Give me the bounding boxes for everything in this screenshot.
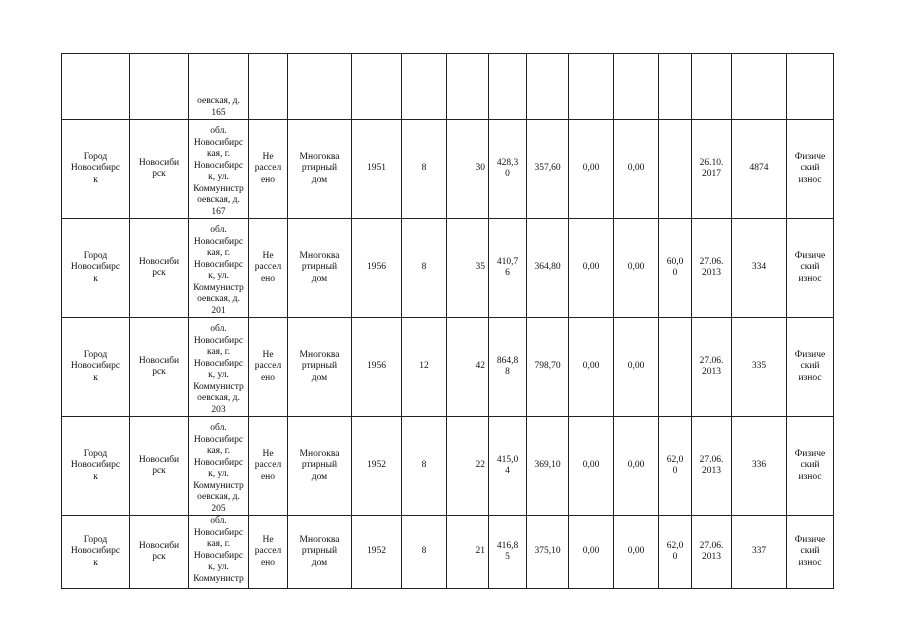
cell-building-type [288, 120, 352, 219]
cell-floors-text: 8 [421, 262, 427, 273]
cell-empty [527, 54, 569, 120]
cell-status-text: Не рассел ено [254, 534, 282, 568]
cell-date [692, 417, 732, 516]
cell-empty [569, 54, 614, 120]
cell-doc-number [732, 120, 787, 219]
cell-apartments [447, 219, 489, 318]
cell-value-2 [614, 516, 659, 589]
cell-area-total-text: 428,3 0 [496, 157, 519, 179]
cell-address [189, 417, 249, 516]
cell-apartments [447, 318, 489, 417]
cell-empty [288, 54, 352, 120]
cell-date [692, 516, 732, 589]
cell-date-text: 27.06. 2013 [699, 540, 724, 562]
cell-status-text: Не рассел ено [254, 349, 282, 383]
cell-reason-text: Физиче ский износ [794, 151, 826, 185]
cell-address-fragment [189, 54, 249, 120]
cell-value-3-text: 60,0 0 [666, 256, 684, 278]
table-row [62, 219, 834, 318]
cell-area-living [527, 516, 569, 589]
cell-status [249, 219, 288, 318]
cell-area-total-text: 415,0 4 [496, 454, 519, 476]
cell-city-text: Новосиби рск [138, 256, 180, 278]
cell-city-type-text: Город Новосибирс к [70, 448, 121, 482]
cell-year [352, 219, 402, 318]
table-body [62, 54, 834, 589]
cell-address-text: обл. Новосибирс кая, г. Новосибирс к, ул. Коммунистр [193, 516, 244, 584]
cell-reason [787, 417, 834, 516]
cell-value-1 [569, 120, 614, 219]
cell-year [352, 516, 402, 589]
cell-value-2 [614, 318, 659, 417]
cell-area-living-text: 375,10 [534, 546, 561, 557]
cell-doc-number [732, 516, 787, 589]
cell-city-text: Новосиби рск [138, 355, 180, 377]
cell-date-text: 26.10. 2017 [699, 157, 724, 179]
cell-empty [352, 54, 402, 120]
cell-area-living [527, 120, 569, 219]
cell-city-text: Новосиби рск [138, 157, 180, 179]
cell-status-text: Не рассел ено [254, 250, 282, 284]
cell-value-3 [659, 318, 692, 417]
cell-building-type [288, 516, 352, 589]
cell-date-text: 27.06. 2013 [699, 256, 724, 278]
cell-empty [787, 54, 834, 120]
cell-building-type-text: Многоква ртирный дом [299, 534, 340, 568]
address-fragment-text: оевская, д. 165 [197, 96, 240, 118]
cell-status [249, 120, 288, 219]
cell-area-living-text: 798,70 [534, 361, 561, 372]
cell-value-3 [659, 219, 692, 318]
cell-doc-number [732, 318, 787, 417]
cell-area-living [527, 219, 569, 318]
cell-floors [402, 318, 447, 417]
cell-city-type [62, 417, 130, 516]
table-row [62, 516, 834, 589]
cell-year-text: 1952 [367, 460, 386, 471]
housing-table [61, 53, 834, 589]
cell-area-living-text: 357,60 [534, 163, 561, 174]
cell-reason [787, 318, 834, 417]
cell-reason-text: Физиче ский износ [794, 250, 826, 284]
cell-doc-number-text: 335 [751, 361, 767, 372]
cell-apartments-text: 42 [475, 361, 485, 372]
cell-empty [692, 54, 732, 120]
cell-doc-number [732, 219, 787, 318]
cell-building-type [288, 219, 352, 318]
cell-date [692, 219, 732, 318]
cell-apartments-text: 30 [475, 163, 485, 174]
cell-city [130, 120, 189, 219]
cell-value-1-text: 0,00 [582, 546, 600, 557]
cell-floors [402, 516, 447, 589]
cell-area-living [527, 318, 569, 417]
cell-year [352, 417, 402, 516]
cell-area-living [527, 417, 569, 516]
cell-floors [402, 120, 447, 219]
cell-city-type [62, 318, 130, 417]
cell-value-1-text: 0,00 [582, 262, 600, 273]
cell-address [189, 219, 249, 318]
cell-area-total [489, 318, 527, 417]
cell-city-type [62, 120, 130, 219]
cell-building-type-text: Многоква ртирный дом [299, 448, 340, 482]
cell-value-1 [569, 318, 614, 417]
cell-date [692, 120, 732, 219]
cell-area-total-text: 410,7 6 [496, 256, 519, 278]
cell-floors [402, 417, 447, 516]
cell-apartments [447, 120, 489, 219]
cell-value-2 [614, 219, 659, 318]
cell-area-total [489, 516, 527, 589]
cell-city [130, 516, 189, 589]
cell-value-1 [569, 516, 614, 589]
cell-city-text: Новосиби рск [138, 540, 180, 562]
cell-area-living-text: 369,10 [534, 460, 561, 471]
table-row [62, 318, 834, 417]
cell-doc-number-text: 334 [751, 262, 767, 273]
cell-floors [402, 219, 447, 318]
cell-building-type-text: Многоква ртирный дом [299, 250, 340, 284]
cell-year-text: 1951 [367, 163, 386, 174]
cell-status-text: Не рассел ено [254, 151, 282, 185]
table-row [62, 417, 834, 516]
cell-address-text: обл. Новосибирс кая, г. Новосибирс к, ул. Коммунистр оевская, д. 205 [193, 423, 244, 514]
cell-reason-text: Физиче ский износ [794, 534, 826, 568]
cell-doc-number [732, 417, 787, 516]
cell-address-text: обл. Новосибирс кая, г. Новосибирс к, ул. Коммунистр оевская, д. 167 [193, 126, 244, 217]
cell-apartments [447, 516, 489, 589]
cell-area-total-text: 864,8 8 [496, 355, 519, 377]
cell-area-living-text: 364,80 [534, 262, 561, 273]
cell-address-text: обл. Новосибирс кая, г. Новосибирс к, ул. Коммунистр оевская, д. 203 [193, 324, 244, 415]
cell-city [130, 318, 189, 417]
cell-doc-number-text: 4874 [749, 163, 769, 174]
cell-status [249, 417, 288, 516]
cell-empty [249, 54, 288, 120]
cell-doc-number-text: 337 [751, 546, 767, 557]
cell-value-1-text: 0,00 [582, 361, 600, 372]
cell-status [249, 516, 288, 589]
cell-value-1-text: 0,00 [582, 163, 600, 174]
cell-apartments-text: 22 [475, 460, 485, 471]
cell-area-total-text: 416,8 5 [496, 540, 519, 562]
cell-year [352, 318, 402, 417]
cell-empty [489, 54, 527, 120]
cell-value-2-text: 0,00 [627, 546, 645, 557]
cell-city-type-text: Город Новосибирс к [70, 151, 121, 185]
document-page [61, 53, 834, 589]
cell-value-2-text: 0,00 [627, 262, 645, 273]
cell-address [189, 516, 249, 589]
cell-city-type-text: Город Новосибирс к [70, 349, 121, 383]
cell-value-2-text: 0,00 [627, 361, 645, 372]
table-row [62, 120, 834, 219]
cell-value-3 [659, 120, 692, 219]
cell-value-1-text: 0,00 [582, 460, 600, 471]
cell-city [130, 417, 189, 516]
cell-value-3 [659, 516, 692, 589]
cell-reason [787, 120, 834, 219]
cell-value-2-text: 0,00 [627, 163, 645, 174]
cell-building-type [288, 417, 352, 516]
cell-status [249, 318, 288, 417]
cell-apartments-text: 35 [475, 262, 485, 273]
cell-value-1 [569, 417, 614, 516]
cell-area-total [489, 219, 527, 318]
cell-reason-text: Физиче ский износ [794, 448, 826, 482]
cell-city-type-text: Город Новосибирс к [70, 534, 121, 568]
cell-building-type [288, 318, 352, 417]
cell-value-2 [614, 120, 659, 219]
cell-year-text: 1956 [367, 361, 386, 372]
cell-empty [614, 54, 659, 120]
cell-address [189, 318, 249, 417]
cell-year-text: 1956 [367, 262, 386, 273]
cell-year [352, 120, 402, 219]
cell-apartments [447, 417, 489, 516]
cell-address [189, 120, 249, 219]
cell-empty [62, 54, 130, 120]
cell-empty [659, 54, 692, 120]
cell-city-type [62, 516, 130, 589]
cell-value-3 [659, 417, 692, 516]
cell-reason-text: Физиче ский износ [794, 349, 826, 383]
cell-building-type-text: Многоква ртирный дом [299, 151, 340, 185]
cell-reason [787, 516, 834, 589]
cell-value-1 [569, 219, 614, 318]
cell-value-2 [614, 417, 659, 516]
cell-empty [447, 54, 489, 120]
cell-value-3-text: 62,0 0 [666, 454, 684, 476]
cell-city [130, 219, 189, 318]
cell-apartments-text: 21 [475, 546, 485, 557]
cell-date-text: 27.06. 2013 [699, 355, 724, 377]
cell-city-type-text: Город Новосибирс к [70, 250, 121, 284]
cell-doc-number-text: 336 [751, 460, 767, 471]
cell-floors-text: 8 [421, 163, 427, 174]
cell-floors-text: 8 [421, 460, 427, 471]
cell-empty [732, 54, 787, 120]
cell-status-text: Не рассел ено [254, 448, 282, 482]
cell-date-text: 27.06. 2013 [699, 454, 724, 476]
cell-reason [787, 219, 834, 318]
cell-value-2-text: 0,00 [627, 460, 645, 471]
cell-date [692, 318, 732, 417]
cell-empty [402, 54, 447, 120]
cell-floors-text: 8 [421, 546, 427, 557]
cell-empty [130, 54, 189, 120]
cell-floors-text: 12 [419, 361, 429, 372]
cell-address-text: обл. Новосибирс кая, г. Новосибирс к, ул. Коммунистр оевская, д. 201 [193, 225, 244, 316]
cell-building-type-text: Многоква ртирный дом [299, 349, 340, 383]
cell-city-type [62, 219, 130, 318]
cell-city-text: Новосиби рск [138, 454, 180, 476]
cell-area-total [489, 417, 527, 516]
cell-year-text: 1952 [367, 546, 386, 557]
cell-value-3-text: 62,0 0 [666, 540, 684, 562]
table-row-continued [62, 54, 834, 120]
cell-area-total [489, 120, 527, 219]
